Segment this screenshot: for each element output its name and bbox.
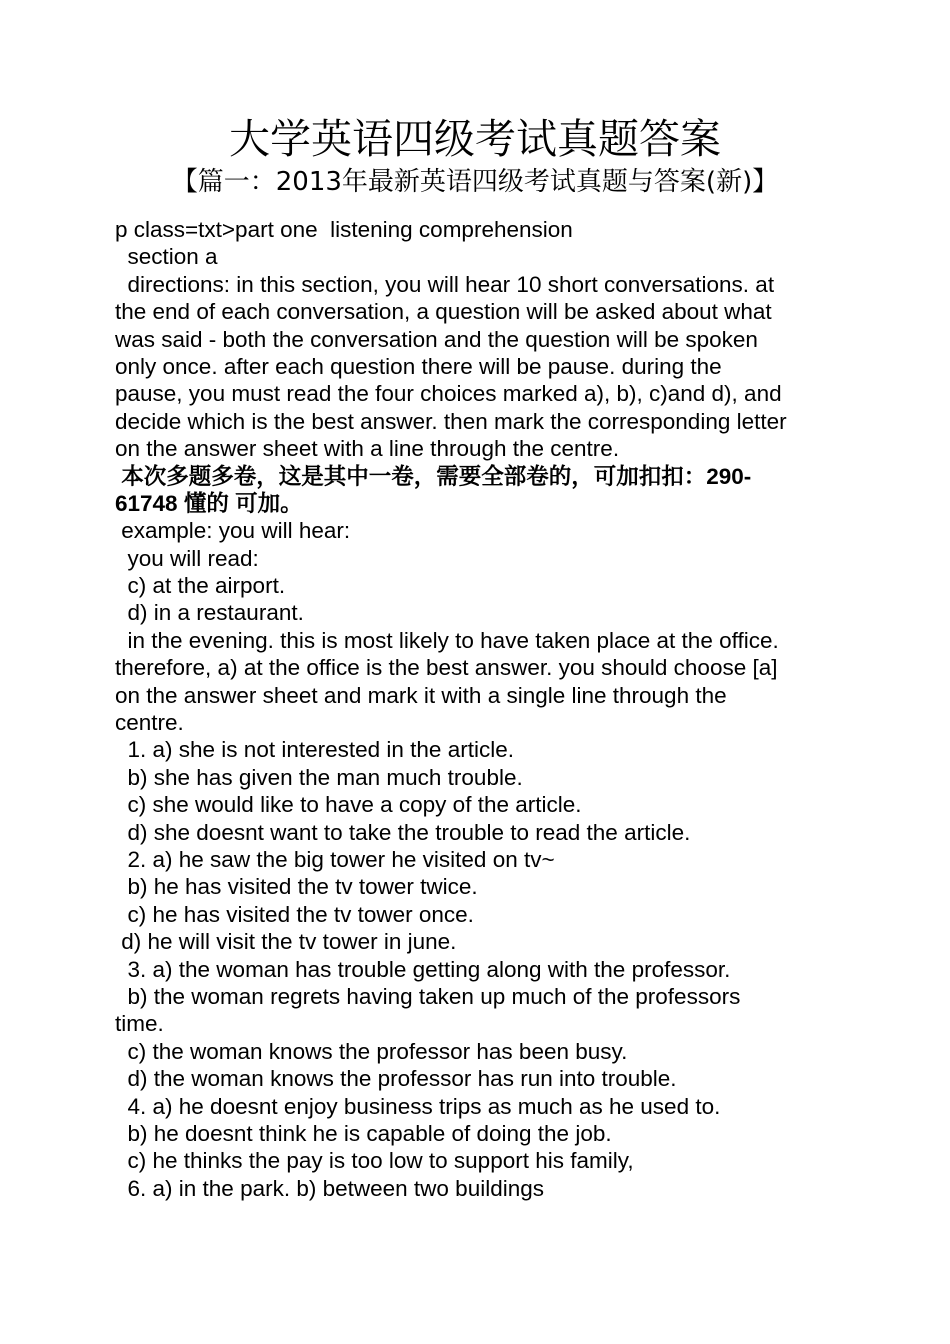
text-line: b) he has visited the tv tower twice. [115, 874, 478, 900]
text-line: therefore, a) at the office is the best answer. you should choose [a] [115, 655, 778, 681]
text-line: on the answer sheet with a line through the centre. [115, 436, 620, 462]
text-line: c) the woman knows the professor has been busy. [115, 1038, 628, 1064]
text-line: only once. after each question there will be pause. during the [115, 353, 722, 379]
text-line: b) the woman regrets having taken up much of the professors [115, 983, 741, 1009]
text-line: d) in a restaurant. [115, 600, 304, 626]
text-line: c) he thinks the pay is too low to support his family, [115, 1148, 634, 1174]
text-line: c) he has visited the tv tower once. [115, 901, 474, 927]
text-line: 4. a) he doesnt enjoy business trips as much as he used to. [115, 1093, 721, 1119]
document-title: 大学英语四级考试真题答案 [229, 115, 721, 163]
text-line: c) at the airport. [115, 573, 286, 599]
text-line: b) she has given the man much trouble. [115, 764, 523, 790]
text-line: c) she would like to have a copy of the article. [115, 792, 582, 818]
text-line: directions: in this section, you will hear 10 short conversations. at [115, 271, 775, 297]
text-line: section a [115, 244, 218, 270]
text-line: d) he will visit the tv tower in june. [115, 929, 457, 955]
text-line: was said - both the conversation and the question will be spoken [115, 326, 758, 352]
text-line: you will read: [115, 545, 259, 571]
text-line: pause, you must read the four choices marked a), b), c)and d), and [115, 381, 782, 407]
promo-text-line: 本次多题多卷，这是其中一卷，需要全部卷的，可加扣扣：290- [115, 463, 752, 489]
text-line: d) she doesnt want to take the trouble to read the article. [115, 819, 691, 845]
text-line: on the answer sheet and mark it with a single line through the [115, 682, 727, 708]
document-subtitle: 【篇一：2013年最新英语四级考试真题与答案(新)】 [171, 167, 779, 197]
text-line: time. [115, 1011, 164, 1037]
text-line: 2. a) he saw the big tower he visited on tv~ [115, 846, 555, 872]
text-line: decide which is the best answer. then mark the corresponding letter [115, 408, 787, 434]
text-line: 3. a) the woman has trouble getting along with the professor. [115, 956, 731, 982]
promo-text-line: 61748 懂的 可加。 [115, 490, 303, 516]
text-line: centre. [115, 710, 184, 736]
text-line: 1. a) she is not interested in the article. [115, 737, 514, 763]
text-line: b) he doesnt think he is capable of doing the job. [115, 1120, 612, 1146]
text-line: example: you will hear: [115, 518, 351, 544]
text-line: in the evening. this is most likely to have taken place at the office. [115, 627, 779, 653]
document-body [115, 216, 837, 1202]
text-line: 6. a) in the park. b) between two buildings [115, 1175, 544, 1201]
text-line: p class=txt>part one listening comprehension [115, 217, 573, 242]
text-line: d) the woman knows the professor has run into trouble. [115, 1066, 677, 1092]
text-line: the end of each conversation, a question will be asked about what [115, 299, 772, 325]
